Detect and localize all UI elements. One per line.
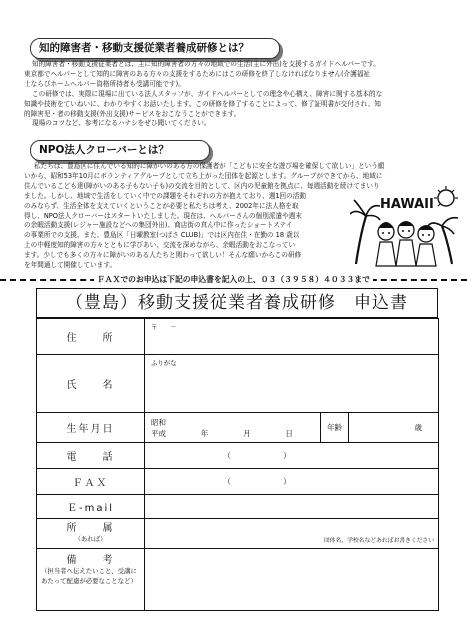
birth-date-row — [151, 428, 320, 439]
s2-line2: いから、昭和53年10月にボランティアグループとして立ち上がった団体を起源とします。グループができてから、地域に — [24, 171, 383, 180]
s2-line6: 得し、NPO法人クローバーはスタートいたしました。現在は、ヘルパーさんの個別派遣や週末 — [24, 211, 302, 220]
era-showa: 昭和 — [151, 417, 166, 427]
s2-line5: のみならず、生活全体を支えていくということが必要と私たちは考え、2002年に法人格を取 — [24, 201, 299, 210]
day-unit: 日 — [285, 428, 293, 438]
form-title-text: （豊島）移動支援従業者養成研修 申込書 — [66, 293, 408, 313]
remarks-sub: （担当者へ伝えたいこと、受講にあたって配慮が必要なことなど） — [41, 567, 137, 585]
name-field[interactable] — [145, 355, 439, 413]
s1-p2-line3: 的障害児・者の移動支援(外出支援)サービスをおこなうことができます。 — [24, 109, 241, 118]
s1-p3: 現場のコツなど、参考になるハナシをぜひ聞いてください。 — [32, 119, 211, 128]
fax-field[interactable] — [145, 469, 439, 495]
name-label-cell — [37, 355, 145, 413]
email-field[interactable] — [145, 495, 439, 519]
affiliation-label-cell — [37, 519, 145, 549]
fax-note: ＦＡＸでのお申込は下記の申込書を記入の上、０３（３９５８）４０３３まで — [94, 274, 373, 285]
remarks-label-cell — [37, 549, 145, 611]
phone-label: 電 話 — [66, 452, 115, 463]
s2-line8: の事業所での支援、また、豊島区「日曜教室(つばさ CLUB)」では区内在住・在勤の 18 歳以 — [24, 231, 300, 240]
affiliation-label: 所 属 — [66, 522, 115, 534]
fax-label: ＦＡＸ — [72, 478, 109, 489]
s1-p1-line1: 知的障害者・移動支援従業者とは、主に知的障害者の方々の地域での生活(主に外出)を支援するガイドヘルパーです。 — [32, 60, 380, 68]
affiliation-field[interactable] — [145, 519, 439, 549]
section1-body — [24, 60, 456, 129]
affiliation-note: 団体名、学校名などあればお書きください — [323, 538, 435, 544]
birth-field[interactable] — [145, 413, 321, 443]
email-label-cell — [37, 495, 145, 519]
name-label: 氏 名 — [66, 380, 115, 391]
section1-heading-text: 知的障害者・移動支援従業者養成研修とは？ — [39, 42, 249, 54]
age-field[interactable] — [349, 413, 439, 443]
s1-p2-line1: この研修では、実際に現場に出ている法人スタッフが、ガイドヘルパーとしての理念や心構え、障害に関する基本的な — [32, 89, 383, 98]
address-field[interactable] — [145, 319, 439, 355]
s1-p1-line2: 東京都でヘルパーとして知的に障害のある方々の支援をするためにはこの研修を終了しなければなりません(介護福祉 — [24, 69, 371, 78]
age-label-cell — [321, 413, 349, 443]
remarks-label: 備 考 — [66, 555, 115, 566]
s2-line10: ます。少しでも多くの方々に障がいのある人たちと関わって欲しい！そんな願いからこの研修 — [24, 251, 302, 260]
phone-field[interactable] — [145, 443, 439, 469]
year-unit: 年 — [200, 428, 209, 438]
s2-line3: 住んでいるこども達(障がいのある子もない子も)の交流を目的として、区内の児童館を拠点に、毎週活動を続けてまいり — [24, 181, 380, 190]
email-label: Ｅ-mail — [66, 503, 115, 514]
month-unit: 月 — [243, 428, 251, 438]
fax-paren-open: （ — [223, 477, 231, 486]
phone-paren-close: ） — [283, 451, 291, 460]
s1-p1-line3: 士ならびホームヘルパー資格所持者も受講可能です)。 — [24, 79, 185, 88]
hawaii-text: HAWAII — [380, 197, 434, 212]
remarks-field[interactable] — [145, 549, 439, 611]
birth-label: 生年月日 — [66, 424, 115, 435]
section2-heading — [30, 140, 210, 161]
section2-heading-text: NPO法人クローバーとは？ — [39, 144, 169, 156]
fax-paren-close: ） — [283, 477, 291, 486]
s2-line9: 上の中軽度知的障害の方々とともに学びあい、交流を深めながら、余暇活動をおこなってい — [24, 241, 296, 250]
age-label: 年齢 — [327, 423, 342, 432]
s2-line11: を年間通して開催しています。 — [24, 261, 117, 270]
hawaii-illustration — [350, 186, 460, 268]
s2-line1: 私たちは、豊島区に住んでいる知的に障がいのある方の保護者が「こどもに安全な遊び場を確保して欲しい」という願 — [34, 162, 385, 170]
phone-paren-open: （ — [223, 451, 231, 460]
s2-line7: の余暇活動支援(レジャー施設などへの集団外出)、商店街の真ん中に作ったショートステイ — [24, 221, 293, 230]
s2-line4: ました。しかし、地域で生活をしていく中での課題をそれぞれの方が抱えており、週1回の活動 — [24, 191, 306, 200]
phone-label-cell — [37, 443, 145, 469]
section1-heading — [30, 38, 280, 59]
age-unit: 歳 — [414, 423, 423, 432]
application-form — [36, 318, 439, 611]
s1-p2-line2: 知識や技術をていねいに、わかりやすくお話いたします。この研修を修了することによって、修了証明書が交付され、知 — [24, 99, 381, 108]
address-label-cell — [37, 319, 145, 355]
address-label: 住 所 — [66, 333, 115, 344]
birth-label-cell — [37, 413, 145, 443]
furigana-label: ふりがな — [151, 359, 177, 367]
form-title — [36, 288, 438, 318]
postal-prefix: 〒 － — [151, 323, 177, 331]
era-heisei: 平成 — [151, 428, 166, 438]
fax-label-cell — [37, 469, 145, 495]
affiliation-sub: （あれば） — [74, 534, 107, 543]
